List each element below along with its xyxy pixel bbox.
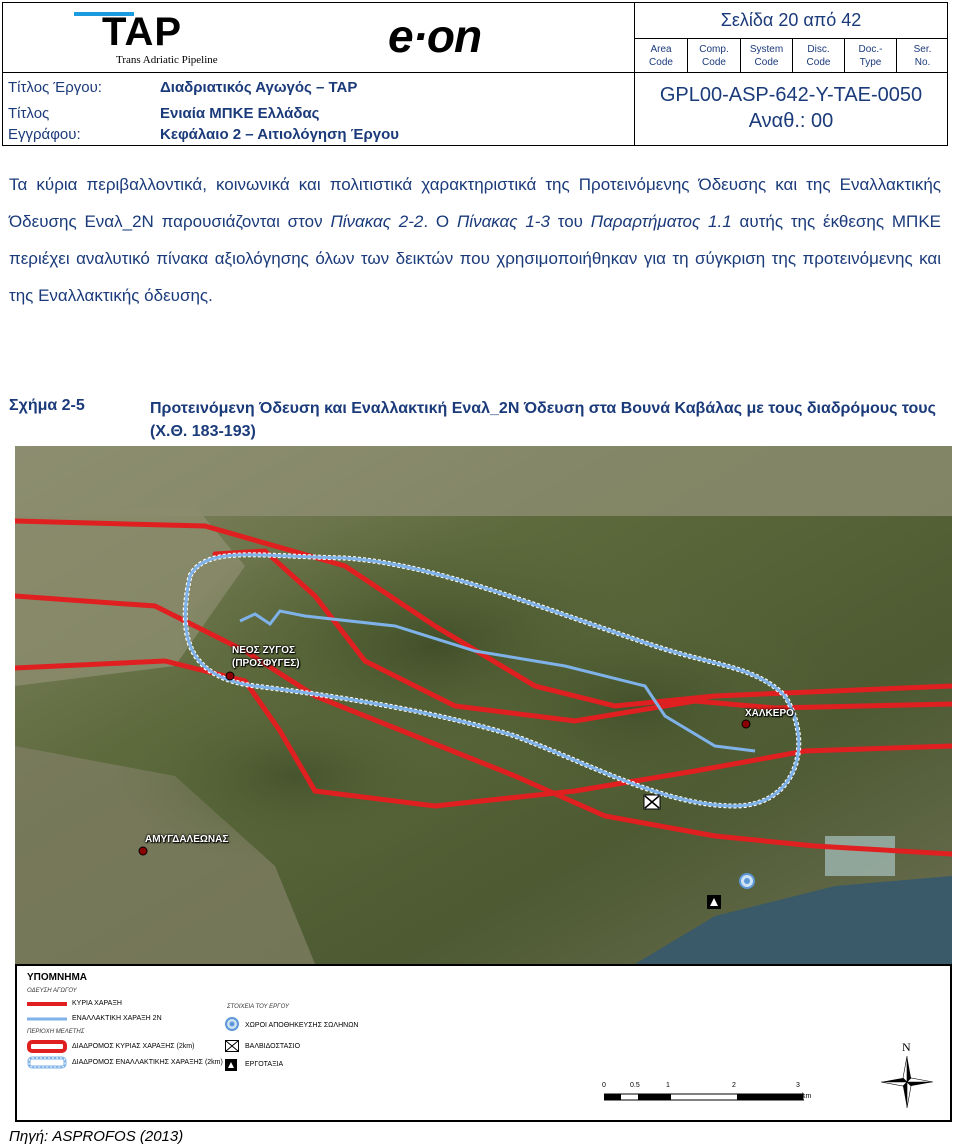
legend-alt-corridor-swatch <box>27 1056 67 1069</box>
table-ref-2-2[interactable]: Πίνακας 2-2 <box>330 212 424 231</box>
scale-tick: 0.5 <box>630 1082 640 1089</box>
legend-alt-corridor: ΔΙΑΔΡΟΜΟΣ ΕΝΑΛΛΑΚΤΙΚΗΣ ΧΑΡΑΞΗΣ (2km) <box>72 1059 223 1066</box>
legend-study-heading: ΠΕΡΙΟΧΗ ΜΕΛΕΤΗΣ <box>27 1029 85 1035</box>
settlement-chalkero <box>742 720 750 728</box>
revision: Αναθ.: 00 <box>748 110 834 132</box>
para-text-1: Τα κύρια περιβαλλοντικά, κοινωνικά και πολιτιστικά χαρακτηριστικά της Προτεινόμενης Όδευσης και της Εναλλακτικής Όδευσης Εναλ_2Ν παρουσιάζονται στον <box>9 175 941 231</box>
header-divider-h <box>2 72 634 73</box>
header-divider-doc <box>634 72 948 73</box>
appendix-ref[interactable]: Παραρτήματος 1.1 <box>590 212 732 231</box>
scale-bar-graphic <box>604 1093 804 1101</box>
legend-main-route-swatch <box>27 1000 67 1008</box>
para-text-2: . Ο <box>423 212 457 231</box>
legend-main-corridor: ΔΙΑΔΡΟΜΟΣ ΚΥΡΙΑΣ ΧΑΡΑΞΗΣ (2km) <box>72 1043 195 1050</box>
label-chalkero: ΧΑΛΚΕΡΟ <box>745 708 794 719</box>
tap-logo-subtitle: Trans Adriatic Pipeline <box>116 54 218 66</box>
north-label: N <box>902 1040 911 1054</box>
map-legend <box>15 964 952 1122</box>
legend-worksite-icon <box>225 1059 237 1071</box>
header-divider-code <box>634 38 948 39</box>
legend-pipe-storage-icon <box>225 1017 239 1031</box>
scale-tick: 0 <box>602 1082 606 1089</box>
scale-bar <box>602 1082 822 1112</box>
settlement-amygdaleonas <box>139 847 147 855</box>
industrial-area <box>825 836 895 876</box>
tap-logo <box>72 6 262 66</box>
label-amygdaleonas: ΑΜΥΓΔΑΛΕΩΝΑΣ <box>145 834 229 845</box>
tap-logo-text: TAP <box>102 10 183 54</box>
project-title-label: Τίτλος Έργου: <box>8 79 102 96</box>
doc-title-1: Ενιαία ΜΠΚΕ Ελλάδας <box>160 105 320 122</box>
code-system: System Code <box>749 44 784 68</box>
intro-paragraph <box>9 166 941 314</box>
figure-title: Προτεινόμενη Όδευση και Εναλλακτική Εναλ_2Ν Όδευση στα Βουνά Καβάλας με τους διαδρόμους τους (Χ.Θ. 183-193) <box>150 400 936 440</box>
satellite-map <box>15 446 952 964</box>
code-disc: Disc. Code <box>806 44 831 68</box>
scale-tick: 1 <box>666 1082 670 1089</box>
legend-alt-route: ΕΝΑΛΛΑΚΤΙΚΗ ΧΑΡΑΞΗ 2Ν <box>72 1015 162 1022</box>
para-text-3: του <box>549 212 591 231</box>
page-number: Σελίδα 20 από 42 <box>720 10 862 30</box>
document-header <box>2 2 948 146</box>
plain-north <box>15 446 952 516</box>
code-serno: Ser. No. <box>913 44 932 68</box>
valve-station-marker <box>644 795 660 809</box>
code-comp: Comp. Code <box>699 44 729 68</box>
table-ref-1-3[interactable]: Πίνακας 1-3 <box>456 212 550 231</box>
settlement-neos-zygos <box>226 672 234 680</box>
worksite-marker <box>707 895 721 909</box>
label-neos-zygos: ΝΕΟΣ ΖΥΓΟΣ <box>232 645 296 656</box>
scale-tick: 3 <box>796 1082 800 1089</box>
legend-valve-station-icon <box>225 1040 239 1052</box>
label-prosfyges: (ΠΡΟΣΦΥΓΕΣ) <box>232 658 300 669</box>
doc-title-2: Κεφάλαιο 2 – Αιτιολόγηση Έργου <box>160 126 399 143</box>
eon-logo: e·on <box>388 10 482 62</box>
doc-number: GPL00-ASP-642-Y-TAE-0050 <box>659 84 923 106</box>
scale-unit: km <box>802 1093 812 1100</box>
legend-project-heading: ΣΤΟΙΧΕΙΑ ΤΟΥ ΕΡΓΟΥ <box>227 1004 289 1010</box>
legend-pipe-storage: ΧΩΡΟΙ ΑΠΟΘΗΚΕΥΣΗΣ ΣΩΛΗΝΩΝ <box>245 1022 359 1029</box>
project-title: Διαδριατικός Αγωγός – TAP <box>160 79 358 96</box>
legend-worksite: ΕΡΓΟΤΑΞΙΑ <box>245 1061 284 1068</box>
legend-valve-station: ΒΑΛΒΙΔΟΣΤΑΣΙΟ <box>245 1043 301 1050</box>
doc-title-label-2: Εγγράφου: <box>8 126 81 143</box>
pipe-storage-marker <box>740 874 754 888</box>
scale-tick: 2 <box>732 1082 736 1089</box>
legend-alt-route-swatch <box>27 1015 67 1023</box>
map-canvas <box>15 446 952 964</box>
code-doctype: Doc.- Type <box>858 44 883 68</box>
legend-title: ΥΠΟΜΝΗΜΑ <box>27 972 87 983</box>
legend-main-corridor-swatch <box>27 1040 67 1053</box>
north-arrow-icon <box>879 1054 935 1110</box>
doc-title-label-1: Τίτλος <box>8 105 50 122</box>
para-text-4: αυτής της έκθεσης ΜΠΚΕ περιέχει αναλυτικό πίνακα αξιολόγησης όλων των δεικτών που χρησιμοποιήθηκαν για τη σύγκριση της προτεινόμενης και της Εναλλακτικής όδευσης. <box>9 212 941 305</box>
figure-source: Πηγή: ASPROFOS (2013) <box>9 1128 184 1145</box>
code-area: Area Code <box>649 44 673 68</box>
legend-main-route: ΚΥΡΙΑ ΧΑΡΑΞΗ <box>72 1000 122 1007</box>
figure-number: Σχήμα 2-5 <box>9 397 85 414</box>
legend-route-heading: ΟΔΕΥΣΗ ΑΓΩΓΟΥ <box>27 988 77 994</box>
